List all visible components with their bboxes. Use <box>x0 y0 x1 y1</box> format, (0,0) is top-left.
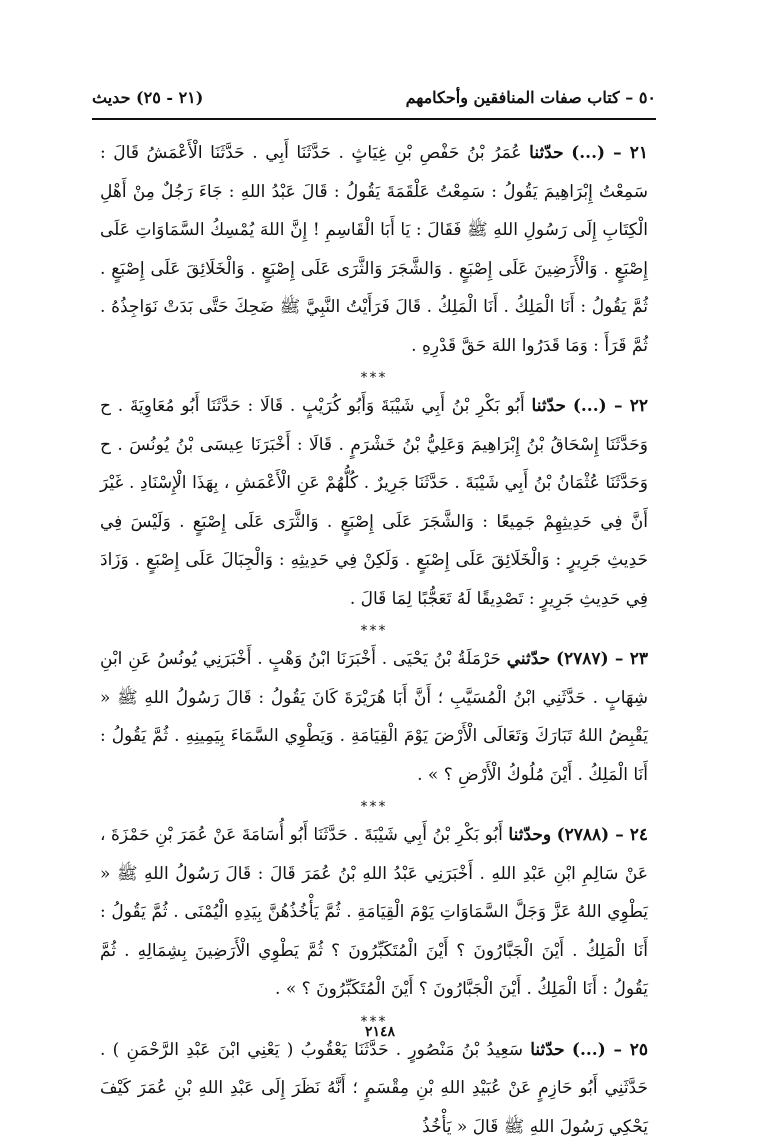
hadith-23 <box>100 640 648 794</box>
hadith-21 <box>100 134 648 365</box>
hadith-number: ٢٢ – (...) <box>573 396 648 416</box>
hadith-text: عُمَرُ بْنُ حَفْصِ بْنِ غِيَاثٍ . حَدَّثَنَا أَبِي . حَدَّثَنَا الْأَعْمَشُ قَالَ : سَمِعْتُ إِبْرَاهِيمَ يَقُولُ : سَمِعْتُ عَلْقَمَةَ يَقُولُ : قَالَ عَبْدُ اللهِ : جَاءَ رَجُلٌ مِنْ أَهْلِ الْكِتَابِ إِلَى رَسُولِ اللهِ ﷺ فَقَالَ : يَا أَبَا الْقَاسِمِ ! إِنَّ اللهَ يُمْسِكُ السَّمَاوَاتِ عَلَى إِصْبَعٍ . وَالْأَرَضِينَ عَلَى إِصْبَعٍ . وَالشَّجَرَ وَالثَّرَى عَلَى إِصْبَعٍ . وَالْخَلَائِقَ عَلَى إِصْبَعٍ . ثُمَّ يَقُولُ : أَنَا الْمَلِكُ . أَنَا الْمَلِكُ . قَالَ فَرَأَيْتُ النَّبِيَّ ﷺ ضَحِكَ حَتَّى بَدَتْ نَوَاجِذُهُ . ثُمَّ قَرَأَ : وَمَا قَدَرُوا اللهَ حَقَّ قَدْرِهِ . <box>100 143 648 356</box>
hadith-number: ٢٤ – (٢٧٨٨) <box>557 825 648 845</box>
header-rule <box>92 118 656 120</box>
hadith-number: ٢١ – (...) <box>571 143 648 163</box>
hadith-number: ٢٣ – (٢٧٨٧) <box>556 649 648 669</box>
separator-stars: *** <box>100 1013 648 1031</box>
hadith-lead-word: وحدّثنا <box>508 825 551 845</box>
hadith-number: ٢٥ – (...) <box>572 1040 648 1060</box>
chapter-title: ٥٠ – كتاب صفات المنافقين وأحكامهم <box>406 88 656 107</box>
hadith-lead-word: حدّثنا <box>532 396 566 416</box>
separator-stars: *** <box>100 369 648 387</box>
hadith-24 <box>100 816 648 1009</box>
hadith-22 <box>100 387 648 618</box>
page-body <box>100 134 648 1146</box>
separator-stars: *** <box>100 622 648 640</box>
separator-stars: *** <box>100 798 648 816</box>
hadith-lead-word: حدّثنا <box>529 143 563 163</box>
hadith-lead-word: حدّثنا <box>530 1040 564 1060</box>
hadith-lead-word: حدّثني <box>507 649 550 669</box>
hadith-text: سَعِيدُ بْنُ مَنْصُورٍ . حَدَّثَنَا يَعْقُوبُ ( يَعْنِي ابْنَ عَبْدِ الرَّحْمَنِ ) . حَدَّثَنِي أَبُو حَازِمٍ عَنْ عُبَيْدِ اللهِ بْنِ مِقْسَمٍ ؛ أَنَّهُ نَظَرَ إِلَى عَبْدِ اللهِ بْنِ عُمَرَ كَيْفَ يَحْكِي رَسُولَ اللهِ ﷺ قَالَ « يَأْخُذُ <box>100 1040 648 1137</box>
running-header <box>92 88 656 112</box>
hadith-range: (٢١ - ٢٥) حديث <box>92 88 203 107</box>
hadith-text: حَرْمَلَةُ بْنُ يَحْيَى . أَخْبَرَنَا ابْنُ وَهْبٍ . أَخْبَرَنِي يُونُسُ عَنِ ابْنِ شِهَابٍ . حَدَّثَنِي ابْنُ الْمُسَيَّبِ ؛ أَنَّ أَبَا هُرَيْرَةَ كَانَ يَقُولُ : قَالَ رَسُولُ اللهِ ﷺ « يَقْبِضُ اللهُ تَبَارَكَ وَتَعَالَى الْأَرْضَ يَوْمَ الْقِيَامَةِ . وَيَطْوِي السَّمَاءَ بِيَمِينِهِ . ثُمَّ يَقُولُ : أَنَا الْمَلِكُ . أَيْنَ مُلُوكُ الْأَرْضِ ؟ » . <box>100 649 648 785</box>
hadith-text: أَبُو بَكْرِ بْنُ أَبِي شَيْبَةَ . حَدَّثَنَا أَبُو أُسَامَةَ عَنْ عُمَرَ بْنِ حَمْزَةَ ، عَنْ سَالِمِ ابْنِ عَبْدِ اللهِ . أَخْبَرَنِي عَبْدُ اللهِ بْنُ عُمَرَ قَالَ : قَالَ رَسُولُ اللهِ ﷺ « يَطْوِي اللهُ عَزَّ وَجَلَّ السَّمَاوَاتِ يَوْمَ الْقِيَامَةِ . ثُمَّ يَأْخُذُهُنَّ بِيَدِهِ الْيُمْنَى . ثُمَّ يَقُولُ : أَنَا الْمَلِكُ . أَيْنَ الْجَبَّارُونَ ؟ أَيْنَ الْمُتَكَبِّرُونَ ؟ ثُمَّ يَطْوِي الْأَرَضِينَ بِشِمَالِهِ . ثُمَّ يَقُولُ : أَنَا الْمَلِكُ . أَيْنَ الْجَبَّارُونَ ؟ أَيْنَ الْمُتَكَبِّرُونَ ؟ » . <box>100 825 648 999</box>
hadith-25 <box>100 1031 648 1146</box>
page-number: ٢١٤٨ <box>350 1024 410 1040</box>
hadith-text: أَبُو بَكْرِ بْنُ أَبِي شَيْبَةَ وَأَبُو كُرَيْبٍ . قَالَا : حَدَّثَنَا أَبُو مُعَاوِيَةَ . ح وَحَدَّثَنَا إِسْحَاقُ بْنُ إِبْرَاهِيمَ وَعَلِيُّ بْنُ خَشْرَمٍ . قَالَا : أَخْبَرَنَا عِيسَى بْنُ يُونُسَ . ح وَحَدَّثَنَا عُثْمَانُ بْنُ أَبِي شَيْبَةَ . حَدَّثَنَا جَرِيرٌ . كُلُّهُمْ عَنِ الْأَعْمَشِ ، بِهَذَا الْإِسْنَادِ . غَيْرَ أَنَّ فِي حَدِيثِهِمْ جَمِيعًا : وَالشَّجَرَ عَلَى إِصْبَعٍ . وَالثَّرَى عَلَى إِصْبَعٍ . وَلَيْسَ فِي حَدِيثِ جَرِيرٍ : وَالْخَلَائِقَ عَلَى إِصْبَعٍ . وَلَكِنْ فِي حَدِيثِهِ : وَالْجِبَالَ عَلَى إِصْبَعٍ . وَزَادَ فِي حَدِيثِ جَرِيرٍ : تَصْدِيقًا لَهُ تَعَجُّبًا لِمَا قَالَ . <box>100 396 648 609</box>
